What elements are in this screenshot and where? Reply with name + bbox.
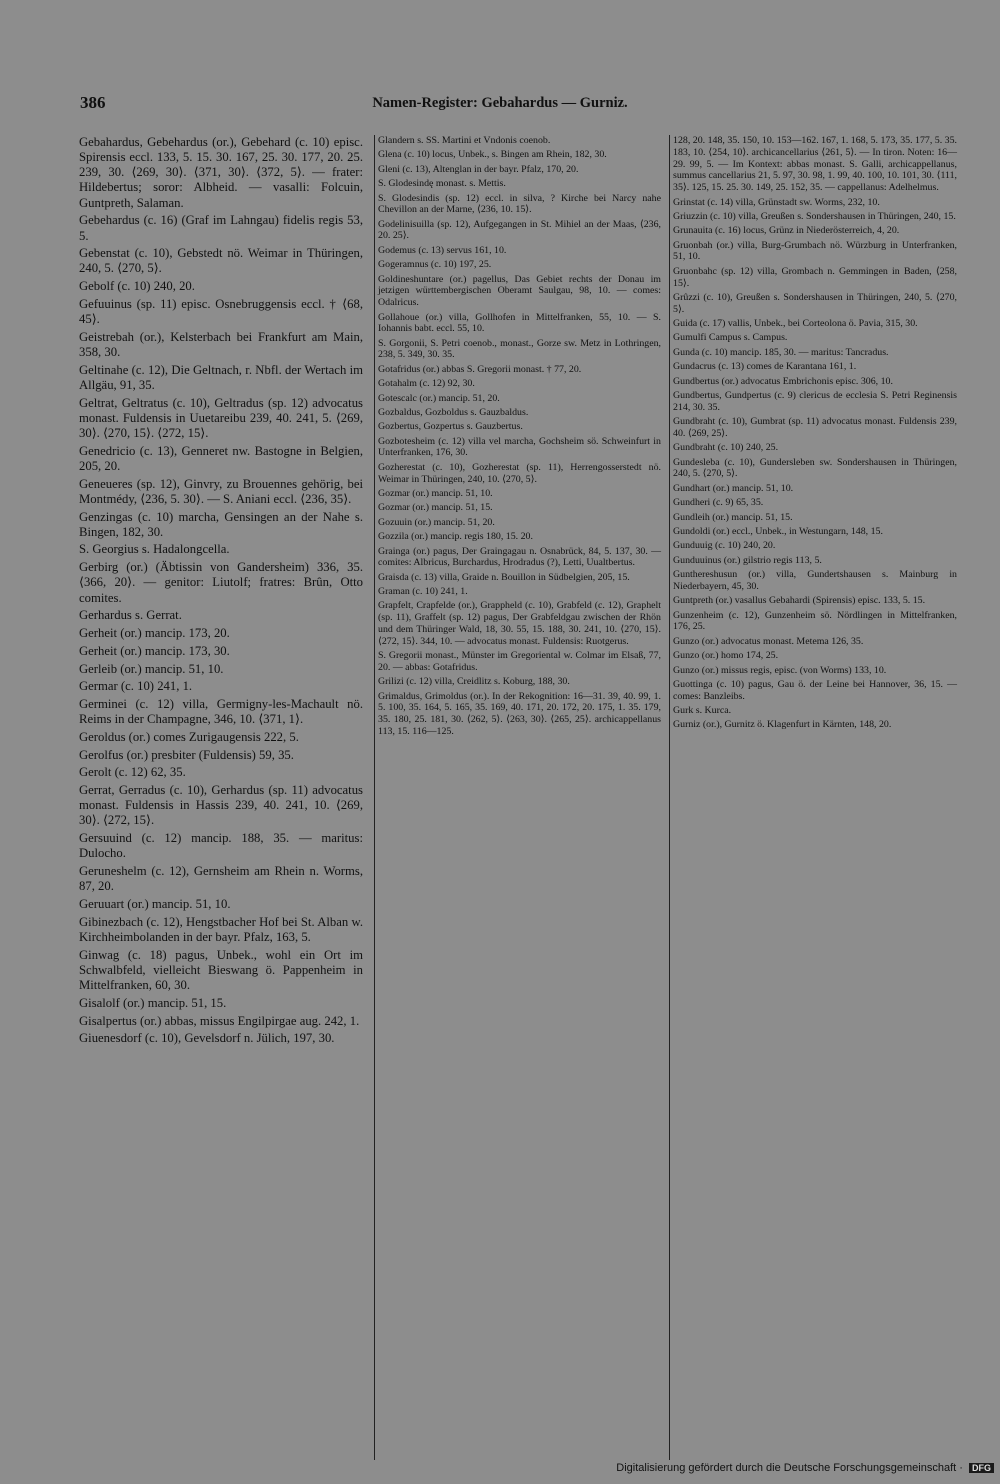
index-entry: Gruonbah (or.) villa, Burg-Grumbach nö. Würzburg in Unterfranken, 51, 10. <box>673 239 957 263</box>
index-entry: Geroldus (or.) comes Zurigaugensis 222, 5. <box>79 729 299 744</box>
index-entry: Gotahalm (c. 12) 92, 30. <box>378 378 475 390</box>
index-entry: Gundhart (or.) mancip. 51, 10. <box>673 482 794 494</box>
index-entry: Grûzzi (c. 10), Greußen s. Sondershausen in Thüringen, 240, 5. ⟨270, 5⟩. <box>673 291 957 315</box>
index-column-1 <box>79 135 363 1049</box>
index-entry: Geistrebah (or.), Kelsterbach bei Frankfurt am Main, 358, 30. <box>79 329 363 359</box>
index-entry: Grinstat (c. 14) villa, Grünstadt sw. Worms, 232, 10. <box>673 196 880 208</box>
index-entry: Gundbertus (or.) advocatus Embrichonis episc. 306, 10. <box>673 375 893 387</box>
index-entry: Gundbraht (c. 10), Gumbrat (sp. 11) advocatus monast. Fuldensis 239, 40. ⟨269, 25⟩. <box>673 416 957 439</box>
index-entry: Gersuuind (c. 12) mancip. 188, 35. — maritus: Dulocho. <box>79 831 363 861</box>
index-entry: Gogeramnus (c. 10) 197, 25. <box>378 259 492 271</box>
index-entry: S. Glodesindę monast. s. Mettis. <box>378 178 506 190</box>
index-column-3 <box>669 135 957 1460</box>
index-entry: Gozmar (or.) mancip. 51, 15. <box>378 502 493 514</box>
index-entry: Gunzo (or.) advocatus monast. Metema 126, 35. <box>673 635 864 647</box>
index-entry: Graman (c. 10) 241, 1. <box>378 586 468 598</box>
index-entry: Geltrat, Geltratus (c. 10), Geltradus (sp. 12) advocatus monast. Fuldensis in Uuetareibu 239, 40. 241, 5. ⟨269, 30⟩. ⟨270, 15⟩. ⟨272, 15⟩. <box>79 395 363 440</box>
index-entry: Gundleih (or.) mancip. 51, 15. <box>673 511 793 523</box>
index-entry: S. Georgius s. Hadalongcella. <box>79 542 230 557</box>
index-entry: Gerrat, Gerradus (c. 10), Gerhardus (sp. 11) advocatus monast. Fuldensis in Hassis 239, 40. 241, 10. ⟨269, 30⟩. ⟨272, 15⟩. <box>79 783 363 828</box>
index-entry: Gundesleba (c. 10), Gundersleben sw. Sondershausen in Thüringen, 240, 5. ⟨270, 5⟩. <box>673 456 957 480</box>
index-entry: Gumulfi Campus s. Campus. <box>673 332 788 344</box>
index-entry: Gundheri (c. 9) 65, 35. <box>673 497 764 509</box>
running-head: Namen-Register: Gebahardus — Gurniz. <box>372 95 628 111</box>
index-entry: Gunduuig (c. 10) 240, 20. <box>673 540 776 552</box>
index-entry: Gebolf (c. 10) 240, 20. <box>79 279 195 294</box>
index-entry: Gerolt (c. 12) 62, 35. <box>79 765 186 780</box>
index-entry: Graisda (c. 13) villa, Graide n. Bouillon in Südbelgien, 205, 15. <box>378 571 630 583</box>
index-entry: Gunduuinus (or.) gilstrio regis 113, 5. <box>673 554 822 566</box>
index-entry: Gurk s. Kurca. <box>673 705 732 717</box>
index-entry: Gollahoue (or.) villa, Gollhofen in Mittelfranken, 55, 10. — S. Iohannis babt. eccl. 55, 10. <box>378 311 661 335</box>
index-entry: Germar (c. 10) 241, 1. <box>79 679 193 694</box>
index-entry: Gerbirg (or.) (Äbtissin von Gandersheim) 336, 35. ⟨366, 20⟩. — genitor: Liutolf; fratres: Brûn, Otto comites. <box>79 560 363 605</box>
index-entry: Gozuuin (or.) mancip. 51, 20. <box>378 516 495 528</box>
index-entry: Geruneshelm (c. 12), Gernsheim am Rhein n. Worms, 87, 20. <box>79 864 363 894</box>
index-entry: Gisalpertus (or.) abbas, missus Engilpirgae aug. 242, 1. <box>79 1013 360 1028</box>
footer <box>0 1462 1000 1474</box>
index-entry: Germinei (c. 12) villa, Germigny-les-Machault nö. Reims in der Champagne, 346, 10. ⟨371, 1⟩. <box>79 697 363 727</box>
index-entry: Gozherestat (c. 10), Gozherestat (sp. 11), Herrengosserstedt nö. Weimar in Thüringen, 240, 10. ⟨270, 5⟩. <box>378 461 661 485</box>
index-entry: Gozbaldus, Gozboldus s. Gauzbaldus. <box>378 406 529 418</box>
index-entry: S. Glodesindis (sp. 12) eccl. in silva, ? Kirche bei Narcy nahe Chevillon an der Marne, ⟨236, 10. 15⟩. <box>378 192 661 216</box>
index-entry: 128, 20. 148, 35. 150, 10. 153—162. 167, 1. 168, 5. 173, 35. 177, 5. 35. 183, 10. ⟨254, 10⟩. archicancellarius ⟨261, 5⟩. — In tiron. Noten: 16—29. 99, 5. — Im Kontext: abbas monast. S. Galli, archicappellanus, summus cancellarius 21, 5. 97, 30. 98, 1. 99, 40. 100, 10. 101, 30. ⟨111, 35⟩. 125, 15. 25. 30. 149, 25. 152, 35. — cappellanus: Adelhelmus. <box>673 135 957 194</box>
index-entry: Gotafridus (or.) abbas S. Gregorii monast. † 77, 20. <box>378 363 582 375</box>
index-entry: Gebenstat (c. 10), Gebstedt nö. Weimar in Thüringen, 240, 5. ⟨270, 5⟩. <box>79 246 363 276</box>
index-entry: Guntpreth (or.) vasallus Gebahardi (Spirensis) episc. 133, 5. 15. <box>673 595 926 607</box>
index-entry: Gunzo (or.) missus regis, episc. (von Worms) 133, 10. <box>673 664 887 676</box>
index-entry: Gunthereshusun (or.) villa, Gundertshausen s. Mainburg in Niederbayern, 45, 30. <box>673 569 957 592</box>
index-entry: Ginwag (c. 18) pagus, Unbek., wohl ein Ort im Schwalbfeld, vielleicht Bieswang ö. Pappenheim in Mittelfranken, 60, 30. <box>79 947 363 992</box>
index-entry: Gefuuinus (sp. 11) episc. Osnebruggensis eccl. † ⟨68, 45⟩. <box>79 296 363 327</box>
index-entry: Gerhardus s. Gerrat. <box>79 608 182 623</box>
index-entry: Grimaldus, Grimoldus (or.). In der Rekognition: 16—31. 39, 40. 99, 1. 5. 100, 35. 164, 5. 165, 35. 169, 40. 171, 20. 172, 20. 175, 1. 35. 179, 35. 180, 25. 181, 30. ⟨262, 5⟩. ⟨263, 30⟩. ⟨265, 25⟩. archicappellanus 113, 15. 116—125. <box>378 690 661 737</box>
index-entry: S. Gorgonii, S. Petri coenob., monast., Gorze sw. Metz in Lothringen, 238, 5. 349, 30. 35. <box>378 337 661 361</box>
index-entry: Gozmar (or.) mancip. 51, 10. <box>378 488 493 499</box>
index-entry: Gibinezbach (c. 12), Hengstbacher Hof bei St. Alban w. Kirchheimbolanden in der bayr. Pfalz, 163, 5. <box>79 914 363 944</box>
index-entry: Gleni (c. 13), Altenglan in der bayr. Pfalz, 170, 20. <box>378 163 579 175</box>
index-entry: Gurniz (or.), Gurnitz ö. Klagenfurt in Kärnten, 148, 20. <box>673 719 892 731</box>
index-entry: Guida (c. 17) vallis, Unbek., bei Corteolona ö. Pavia, 315, 30. <box>673 318 918 330</box>
index-entry: S. Gregorii monast., Münster im Gregoriental w. Colmar im Elsaß, 77, 20. — abbas: Gotafridus. <box>378 650 661 673</box>
index-entry: Godemus (c. 13) servus 161, 10. <box>378 244 507 256</box>
index-entry: Gerheit (or.) mancip. 173, 30. <box>79 643 230 658</box>
index-entry: Grainga (or.) pagus, Der Graingagau n. Osnabrück, 84, 5. 137, 30. — comites: Albricus, Burchardus, Hrodradus (?), Letti, Uualtbertus. <box>378 545 661 569</box>
index-entry: Gundacrus (c. 13) comes de Karantana 161, 1. <box>673 361 857 373</box>
index-entry: Gisalolf (or.) mancip. 51, 15. <box>79 995 227 1010</box>
index-entry: Gunda (c. 10) mancip. 185, 30. — maritus: Tancradus. <box>673 346 889 358</box>
index-entry: Gunzo (or.) homo 174, 25. <box>673 650 779 662</box>
index-entry: Grilizi (c. 12) villa, Creidlitz s. Koburg, 188, 30. <box>378 676 570 688</box>
index-entry: Godelinisuilla (sp. 12), Aufgegangen in St. Mihiel an der Maas, ⟨236, 20. 25⟩. <box>378 218 661 242</box>
index-entry: Geruuart (or.) mancip. 51, 10. <box>79 897 231 912</box>
index-entry: Gerleib (or.) mancip. 51, 10. <box>79 661 224 676</box>
index-entry: Gebahardus, Gebehardus (or.), Gebehard (c. 10) episc. Spirensis eccl. 133, 5. 15. 30. 167, 25. 30. 177, 20. 25. 239, 30. ⟨269, 30⟩. ⟨371, 30⟩. ⟨372, 5⟩. — frater: Hildebertus; soror: Albheid. — vasalli: Folcuin, Guntpreth, Salaman. <box>79 135 363 210</box>
index-entry: Grapfelt, Crapfelde (or.), Grappheld (c. 10), Grabfeld (c. 12), Graphelt (sp. 11), Graffelt (sp. 12) pagus, Der Grabfeldgau zwischen der Rhön und dem Thüringer Wald, 18, 30. 55, 15. 188, 30. 241, 10. ⟨270, 15⟩. ⟨272, 15⟩. 344, 10. — advocatus monast. Fuldensis: Ruotgerus. <box>378 600 661 647</box>
index-entry: Gundbertus, Gundpertus (c. 9) clericus de ecclesia S. Petri Reginensis 214, 30. 35. <box>673 389 957 413</box>
index-entry: Genedricio (c. 13), Genneret nw. Bastogne in Belgien, 205, 20. <box>79 443 363 473</box>
index-entry: Gozbotesheim (c. 12) villa vel marcha, Gochsheim sö. Schweinfurt in Unterfranken, 176, 30. <box>378 435 661 459</box>
index-entry: Gerheit (or.) mancip. 173, 20. <box>79 626 230 640</box>
index-entry: Geltinahe (c. 12), Die Geltnach, r. Nbfl. der Wertach im Allgäu, 91, 35. <box>79 362 363 392</box>
index-entry: Griuzzin (c. 10) villa, Greußen s. Sondershausen in Thüringen, 240, 15. <box>673 210 956 222</box>
index-column-2 <box>374 135 661 1460</box>
page-number: 386 <box>80 93 106 112</box>
dfg-logo: DFG <box>969 1463 994 1473</box>
footer-text: Digitalisierung gefördert durch die Deutsche Forschungsgemeinschaft · <box>616 1462 963 1474</box>
index-entry: Gozzila (or.) mancip. regis 180, 15. 20. <box>378 531 533 543</box>
index-entry: Goldineshuntare (or.) pagellus, Das Gebiet rechts der Donau im jetzigen württembergischen Oberamt Saulgau, 98, 10. — comes: Odalricus. <box>378 273 661 309</box>
index-entry: Gruonbahc (sp. 12) villa, Grombach n. Gemmingen in Baden, ⟨258, 15⟩. <box>673 265 957 289</box>
index-entry: Gotescalc (or.) mancip. 51, 20. <box>378 392 500 404</box>
index-entry: Gundoldi (or.) eccl., Unbek., in Westungarn, 148, 15. <box>673 525 883 537</box>
index-entry: Gerolfus (or.) presbiter (Fuldensis) 59, 35. <box>79 747 294 762</box>
index-entry: Guottinga (c. 10) pagus, Gau ö. der Leine bei Hannover, 36, 15. — comes: Banzleibs. <box>673 678 957 702</box>
index-entry: Gunzenheim (c. 12), Gunzenheim sö. Nördlingen in Mittelfranken, 176, 25. <box>673 609 957 633</box>
index-entry: Glena (c. 10) locus, Unbek., s. Bingen am Rhein, 182, 30. <box>378 149 607 161</box>
index-entry: Geneueres (sp. 12), Ginvry, zu Brouennes gehörig, bei Montmédy, ⟨236, 5. 30⟩. — S. Aniani eccl. ⟨236, 35⟩. <box>79 476 363 506</box>
index-entry: Genzingas (c. 10) marcha, Gensingen an der Nahe s. Bingen, 182, 30. <box>79 509 363 539</box>
index-entry: Giuenesdorf (c. 10), Gevelsdorf n. Jülich, 197, 30. <box>79 1031 335 1046</box>
index-entry: Gozbertus, Gozpertus s. Gauzbertus. <box>378 421 523 433</box>
index-entry: Glandern s. SS. Martini et Vndonis coenob. <box>378 135 551 146</box>
index-entry: Gebehardus (c. 16) (Graf im Lahngau) fidelis regis 53, 5. <box>79 213 363 243</box>
index-entry: Grunauita (c. 16) locus, Grünz in Niederösterreich, 4, 20. <box>673 225 900 237</box>
index-entry: Gundbraht (c. 10) 240, 25. <box>673 442 779 454</box>
